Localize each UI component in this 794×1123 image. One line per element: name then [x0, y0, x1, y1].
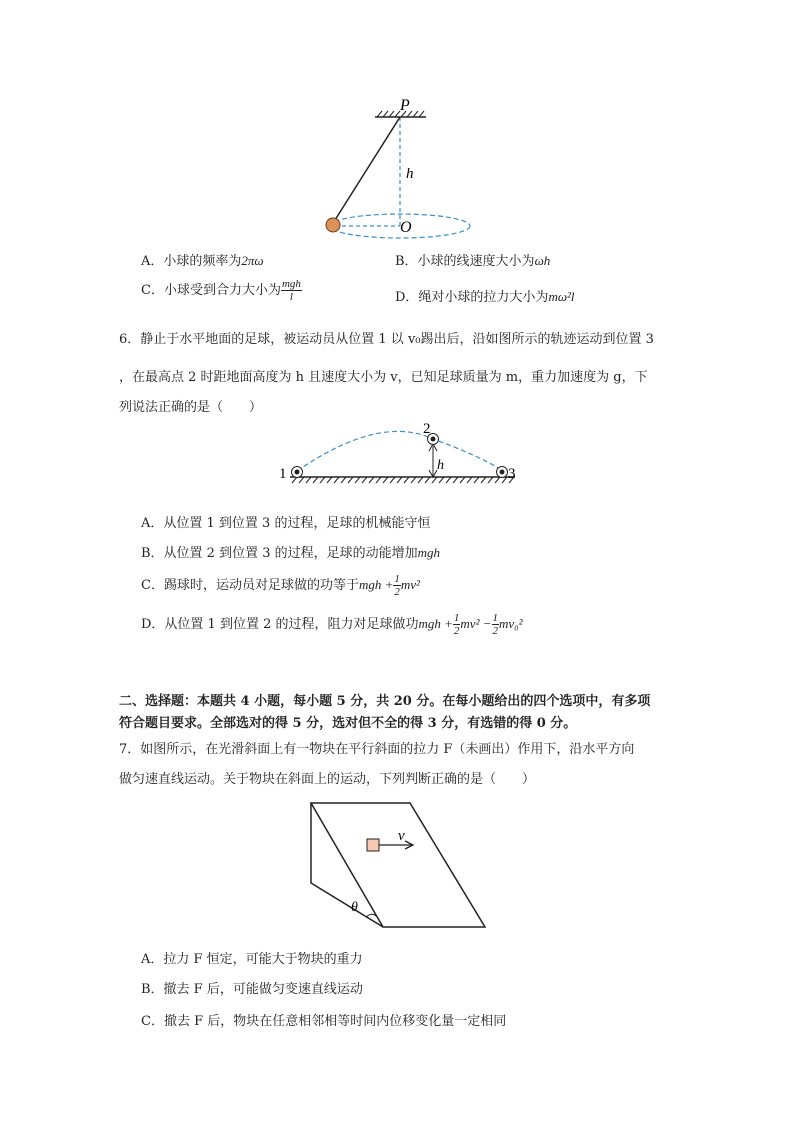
football-trajectory-figure [270, 418, 530, 493]
label-P: P [400, 97, 410, 114]
fraction-denominator: 2 [394, 586, 400, 598]
label-v: v [398, 828, 405, 844]
label-h: h [437, 458, 444, 473]
q5-option-b [395, 250, 550, 269]
fraction-numerator: 1 [453, 612, 460, 624]
q5-option-c [141, 278, 302, 303]
section2-heading-line1: 二、选择题：本题共 4 小题，每小题 5 分，共 20 分。在每小题给出的四个选项中，有多项 [119, 694, 651, 709]
pendulum-string [335, 117, 400, 220]
q6-option-a: A．从位置 1 到位置 3 的过程，足球的机械能守恒 [141, 516, 431, 531]
q7-option-c: C．撤去 F 后，物块在任意相邻相等时间内位移变化量一定相同 [141, 1014, 507, 1029]
ball-position-3 [497, 467, 508, 478]
label-theta: θ [351, 900, 358, 915]
q5-option-a-text: A．小球的频率为 [141, 254, 242, 269]
q6-option-d-expr1: mgh + [418, 616, 453, 631]
q6-option-b-expr: mgh [417, 545, 441, 560]
q6-option-d-text: D．从位置 1 到位置 2 的过程，阻力对足球做功 [141, 617, 419, 632]
q6-option-c-expr2: mv² [400, 577, 420, 592]
q6-option-d [141, 612, 523, 637]
q6-option-d-fraction2 [492, 612, 500, 637]
q6-stem-line1: 6．静止于水平地面的足球，被运动员从位置 1 以 v₀踢出后，沿如图所示的轨迹运动到位置 3 [119, 332, 654, 347]
label-1: 1 [279, 466, 287, 482]
q6-option-d-expr3: mv₀² [499, 616, 523, 631]
fraction-numerator: 1 [492, 612, 498, 624]
q5-option-d [395, 286, 575, 305]
label-O: O [400, 219, 412, 236]
fraction-denominator: 2 [492, 625, 498, 637]
q6-option-c-text: C．踢球时，运动员对足球做的功等于 [141, 578, 359, 593]
q5-option-b-expr: ωh [534, 253, 551, 268]
q6-option-b [141, 542, 440, 561]
q5-option-d-text: D．绳对小球的拉力大小为 [395, 290, 549, 305]
fraction-denominator: l [289, 291, 293, 303]
block [367, 839, 379, 851]
trajectory-dashed [297, 431, 502, 471]
q7-option-b: B．撤去 F 后，可能做匀变速直线运动 [141, 982, 363, 997]
q7-stem-line2: 做匀速直线运动。关于物块在斜面上的运动，下列判断正确的是（ ） [119, 772, 536, 787]
incline-face [311, 803, 485, 927]
fraction-numerator: 1 [394, 573, 400, 585]
conical-pendulum-figure [300, 88, 500, 243]
q5-option-d-expr: mω²l [548, 289, 575, 304]
pendulum-ball [326, 218, 340, 232]
q7-option-a: A．拉力 F 恒定，可能大于物块的重力 [141, 952, 363, 967]
fraction-denominator: 2 [453, 625, 460, 637]
q6-stem-line2: ，在最高点 2 时距地面高度为 h 且速度大小为 v，已知足球质量为 m，重力加速度为 g，下 [119, 370, 648, 385]
ground-hatch [292, 477, 514, 483]
label-2: 2 [423, 421, 431, 437]
q5-option-a [141, 250, 264, 269]
q6-option-c-expr1: mgh + [358, 577, 394, 592]
incline-figure [300, 800, 495, 935]
section2-heading-line2: 符合题目要求。全部选对的得 5 分，选对但不全的得 3 分，有选错的得 0 分。 [119, 716, 577, 731]
theta-arc [366, 914, 376, 917]
q6-stem-line3: 列说法正确的是（ ） [119, 400, 263, 415]
q6-option-d-expr2: mv² − [460, 616, 492, 631]
q5-option-b-text: B．小球的线速度大小为 [395, 254, 535, 269]
q7-stem-line1: 7．如图所示，在光滑斜面上有一物块在平行斜面的拉力 F（未画出）作用下，沿水平方向 [119, 742, 635, 757]
q6-option-c [141, 573, 420, 598]
q5-option-c-fraction [281, 278, 302, 303]
fraction-numerator: mgh [281, 278, 301, 290]
label-h: h [406, 166, 414, 182]
q6-option-c-fraction [393, 573, 401, 598]
q6-option-b-text: B．从位置 2 到位置 3 的过程，足球的动能增加 [141, 546, 418, 561]
q5-option-a-expr: 2πω [241, 253, 264, 268]
label-3: 3 [508, 466, 516, 482]
ball-position-1 [292, 467, 303, 478]
q5-option-c-text: C．小球受到合力大小为 [141, 283, 281, 298]
